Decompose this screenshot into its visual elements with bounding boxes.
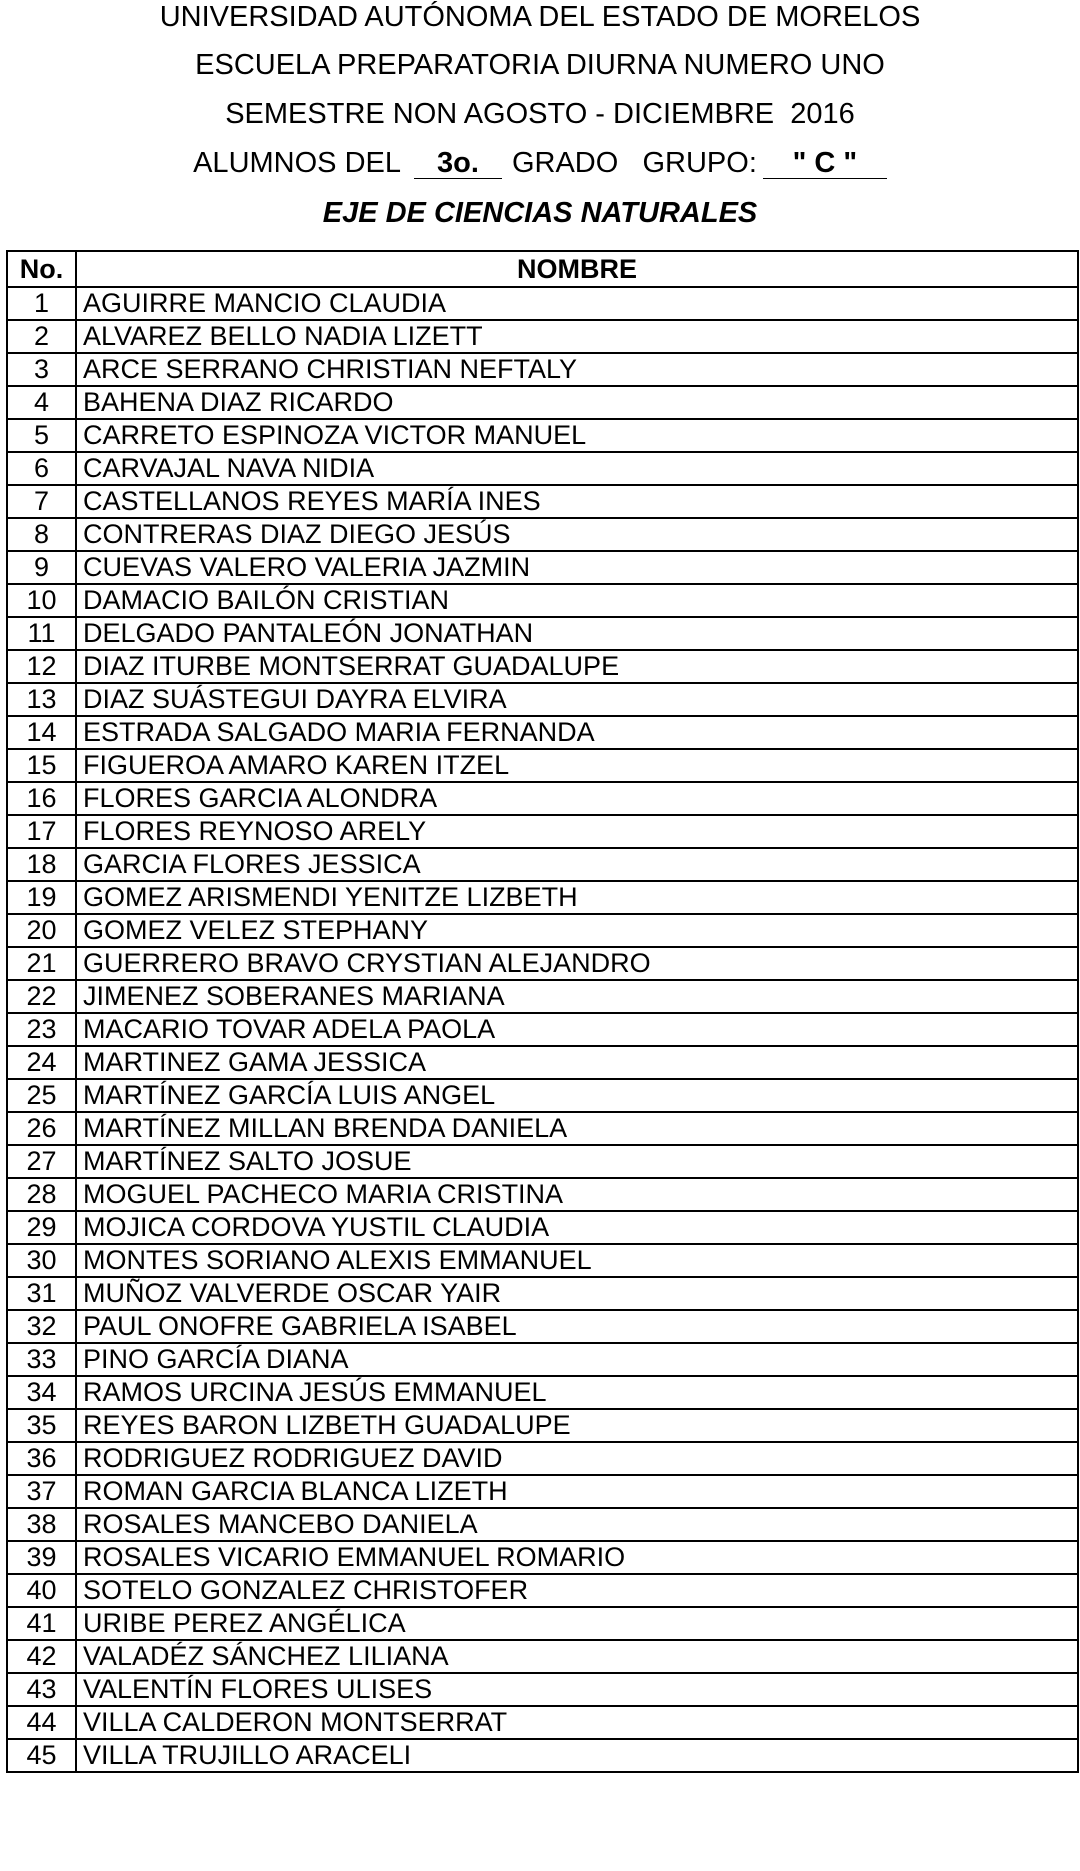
row-number: 32 <box>7 1310 76 1343</box>
student-name: CARVAJAL NAVA NIDIA <box>76 452 1078 485</box>
row-number: 9 <box>7 551 76 584</box>
student-name: DELGADO PANTALEÓN JONATHAN <box>76 617 1078 650</box>
table-row <box>7 1145 1078 1178</box>
grupo-label: GRUPO: <box>642 147 757 179</box>
student-name: PAUL ONOFRE GABRIELA ISABEL <box>76 1310 1078 1343</box>
table-row <box>7 287 1078 320</box>
row-number: 45 <box>7 1739 76 1772</box>
row-number: 39 <box>7 1541 76 1574</box>
table-header-row <box>7 251 1078 287</box>
student-name: VALADÉZ SÁNCHEZ LILIANA <box>76 1640 1078 1673</box>
student-roster-table <box>6 250 1079 1773</box>
row-number: 12 <box>7 650 76 683</box>
student-name: CONTRERAS DIAZ DIEGO JESÚS <box>76 518 1078 551</box>
row-number: 25 <box>7 1079 76 1112</box>
table-row <box>7 815 1078 848</box>
university-title: UNIVERSIDAD AUTÓNOMA DEL ESTADO DE MORELOS <box>159 1 921 33</box>
row-number: 41 <box>7 1607 76 1640</box>
table-row <box>7 1046 1078 1079</box>
table-row <box>7 1244 1078 1277</box>
student-name: ESTRADA SALGADO MARIA FERNANDA <box>76 716 1078 749</box>
student-name: FLORES REYNOSO ARELY <box>76 815 1078 848</box>
table-row <box>7 386 1078 419</box>
student-name: RODRIGUEZ RODRIGUEZ DAVID <box>76 1442 1078 1475</box>
table-row <box>7 1574 1078 1607</box>
school-title: ESCUELA PREPARATORIA DIURNA NUMERO UNO <box>195 49 885 81</box>
student-name: GOMEZ ARISMENDI YENITZE LIZBETH <box>76 881 1078 914</box>
roster-body <box>7 287 1078 1772</box>
table-row <box>7 716 1078 749</box>
row-number: 2 <box>7 320 76 353</box>
column-header-name: NOMBRE <box>76 251 1078 287</box>
table-row <box>7 320 1078 353</box>
student-name: ROSALES VICARIO EMMANUEL ROMARIO <box>76 1541 1078 1574</box>
row-number: 22 <box>7 980 76 1013</box>
table-row <box>7 419 1078 452</box>
row-number: 36 <box>7 1442 76 1475</box>
table-row <box>7 1112 1078 1145</box>
row-number: 43 <box>7 1673 76 1706</box>
student-name: GARCIA FLORES JESSICA <box>76 848 1078 881</box>
table-row <box>7 914 1078 947</box>
row-number: 17 <box>7 815 76 848</box>
row-number: 16 <box>7 782 76 815</box>
table-row <box>7 1178 1078 1211</box>
row-number: 13 <box>7 683 76 716</box>
table-row <box>7 1277 1078 1310</box>
student-name: ALVAREZ BELLO NADIA LIZETT <box>76 320 1078 353</box>
table-row <box>7 485 1078 518</box>
group-line <box>0 146 1080 180</box>
table-row <box>7 1739 1078 1772</box>
grado-value: 3o. <box>414 148 502 179</box>
table-row <box>7 782 1078 815</box>
grado-label: GRADO <box>511 147 619 179</box>
student-name: MARTÍNEZ GARCÍA LUIS ANGEL <box>76 1079 1078 1112</box>
table-row <box>7 1442 1078 1475</box>
table-row <box>7 650 1078 683</box>
table-row <box>7 518 1078 551</box>
student-name: ROMAN GARCIA BLANCA LIZETH <box>76 1475 1078 1508</box>
student-name: SOTELO GONZALEZ CHRISTOFER <box>76 1574 1078 1607</box>
row-number: 42 <box>7 1640 76 1673</box>
row-number: 14 <box>7 716 76 749</box>
student-name: DIAZ ITURBE MONTSERRAT GUADALUPE <box>76 650 1078 683</box>
table-row <box>7 1640 1078 1673</box>
student-name: URIBE PEREZ ANGÉLICA <box>76 1607 1078 1640</box>
row-number: 35 <box>7 1409 76 1442</box>
student-name: DIAZ SUÁSTEGUI DAYRA ELVIRA <box>76 683 1078 716</box>
row-number: 11 <box>7 617 76 650</box>
row-number: 31 <box>7 1277 76 1310</box>
row-number: 29 <box>7 1211 76 1244</box>
row-number: 19 <box>7 881 76 914</box>
row-number: 5 <box>7 419 76 452</box>
table-row <box>7 848 1078 881</box>
row-number: 27 <box>7 1145 76 1178</box>
student-name: CARRETO ESPINOZA VICTOR MANUEL <box>76 419 1078 452</box>
table-row <box>7 683 1078 716</box>
row-number: 4 <box>7 386 76 419</box>
row-number: 24 <box>7 1046 76 1079</box>
row-number: 30 <box>7 1244 76 1277</box>
row-number: 38 <box>7 1508 76 1541</box>
row-number: 21 <box>7 947 76 980</box>
student-name: JIMENEZ SOBERANES MARIANA <box>76 980 1078 1013</box>
row-number: 34 <box>7 1376 76 1409</box>
table-row <box>7 1409 1078 1442</box>
table-row <box>7 1541 1078 1574</box>
student-name: MOJICA CORDOVA YUSTIL CLAUDIA <box>76 1211 1078 1244</box>
axis-title: EJE DE CIENCIAS NATURALES <box>322 197 758 229</box>
table-row <box>7 881 1078 914</box>
student-name: MARTÍNEZ SALTO JOSUE <box>76 1145 1078 1178</box>
student-name: MARTÍNEZ MILLAN BRENDA DANIELA <box>76 1112 1078 1145</box>
table-row <box>7 353 1078 386</box>
student-name: ROSALES MANCEBO DANIELA <box>76 1508 1078 1541</box>
table-row <box>7 1343 1078 1376</box>
row-number: 23 <box>7 1013 76 1046</box>
row-number: 3 <box>7 353 76 386</box>
table-row <box>7 1376 1078 1409</box>
student-name: VILLA TRUJILLO ARACELI <box>76 1739 1078 1772</box>
row-number: 44 <box>7 1706 76 1739</box>
table-row <box>7 749 1078 782</box>
student-name: VILLA CALDERON MONTSERRAT <box>76 1706 1078 1739</box>
student-name: PINO GARCÍA DIANA <box>76 1343 1078 1376</box>
student-name: FLORES GARCIA ALONDRA <box>76 782 1078 815</box>
table-row <box>7 1673 1078 1706</box>
row-number: 40 <box>7 1574 76 1607</box>
row-number: 26 <box>7 1112 76 1145</box>
table-row <box>7 1013 1078 1046</box>
semester-title: SEMESTRE NON AGOSTO - DICIEMBRE 2016 <box>225 98 855 130</box>
student-name: MUÑOZ VALVERDE OSCAR YAIR <box>76 1277 1078 1310</box>
students-label: ALUMNOS DEL <box>193 147 400 179</box>
table-row <box>7 1310 1078 1343</box>
row-number: 20 <box>7 914 76 947</box>
student-name: MARTINEZ GAMA JESSICA <box>76 1046 1078 1079</box>
table-row <box>7 1475 1078 1508</box>
student-name: REYES BARON LIZBETH GUADALUPE <box>76 1409 1078 1442</box>
student-name: AGUIRRE MANCIO CLAUDIA <box>76 287 1078 320</box>
student-name: CASTELLANOS REYES MARÍA INES <box>76 485 1078 518</box>
student-name: MACARIO TOVAR ADELA PAOLA <box>76 1013 1078 1046</box>
student-name: FIGUEROA AMARO KAREN ITZEL <box>76 749 1078 782</box>
table-row <box>7 980 1078 1013</box>
student-name: MONTES SORIANO ALEXIS EMMANUEL <box>76 1244 1078 1277</box>
grupo-value: " C " <box>763 148 887 179</box>
column-header-no: No. <box>7 251 76 287</box>
table-row <box>7 584 1078 617</box>
student-name: MOGUEL PACHECO MARIA CRISTINA <box>76 1178 1078 1211</box>
row-number: 37 <box>7 1475 76 1508</box>
student-name: VALENTÍN FLORES ULISES <box>76 1673 1078 1706</box>
student-name: DAMACIO BAILÓN CRISTIAN <box>76 584 1078 617</box>
row-number: 33 <box>7 1343 76 1376</box>
student-name: BAHENA DIAZ RICARDO <box>76 386 1078 419</box>
student-name: GUERRERO BRAVO CRYSTIAN ALEJANDRO <box>76 947 1078 980</box>
table-row <box>7 1607 1078 1640</box>
student-name: GOMEZ VELEZ STEPHANY <box>76 914 1078 947</box>
table-row <box>7 1079 1078 1112</box>
row-number: 10 <box>7 584 76 617</box>
student-name: ARCE SERRANO CHRISTIAN NEFTALY <box>76 353 1078 386</box>
table-row <box>7 947 1078 980</box>
row-number: 1 <box>7 287 76 320</box>
table-row <box>7 1706 1078 1739</box>
table-row <box>7 1211 1078 1244</box>
row-number: 28 <box>7 1178 76 1211</box>
row-number: 6 <box>7 452 76 485</box>
table-row <box>7 452 1078 485</box>
row-number: 7 <box>7 485 76 518</box>
table-row <box>7 617 1078 650</box>
row-number: 8 <box>7 518 76 551</box>
student-name: CUEVAS VALERO VALERIA JAZMIN <box>76 551 1078 584</box>
row-number: 18 <box>7 848 76 881</box>
student-name: RAMOS URCINA JESÚS EMMANUEL <box>76 1376 1078 1409</box>
row-number: 15 <box>7 749 76 782</box>
table-row <box>7 1508 1078 1541</box>
table-row <box>7 551 1078 584</box>
